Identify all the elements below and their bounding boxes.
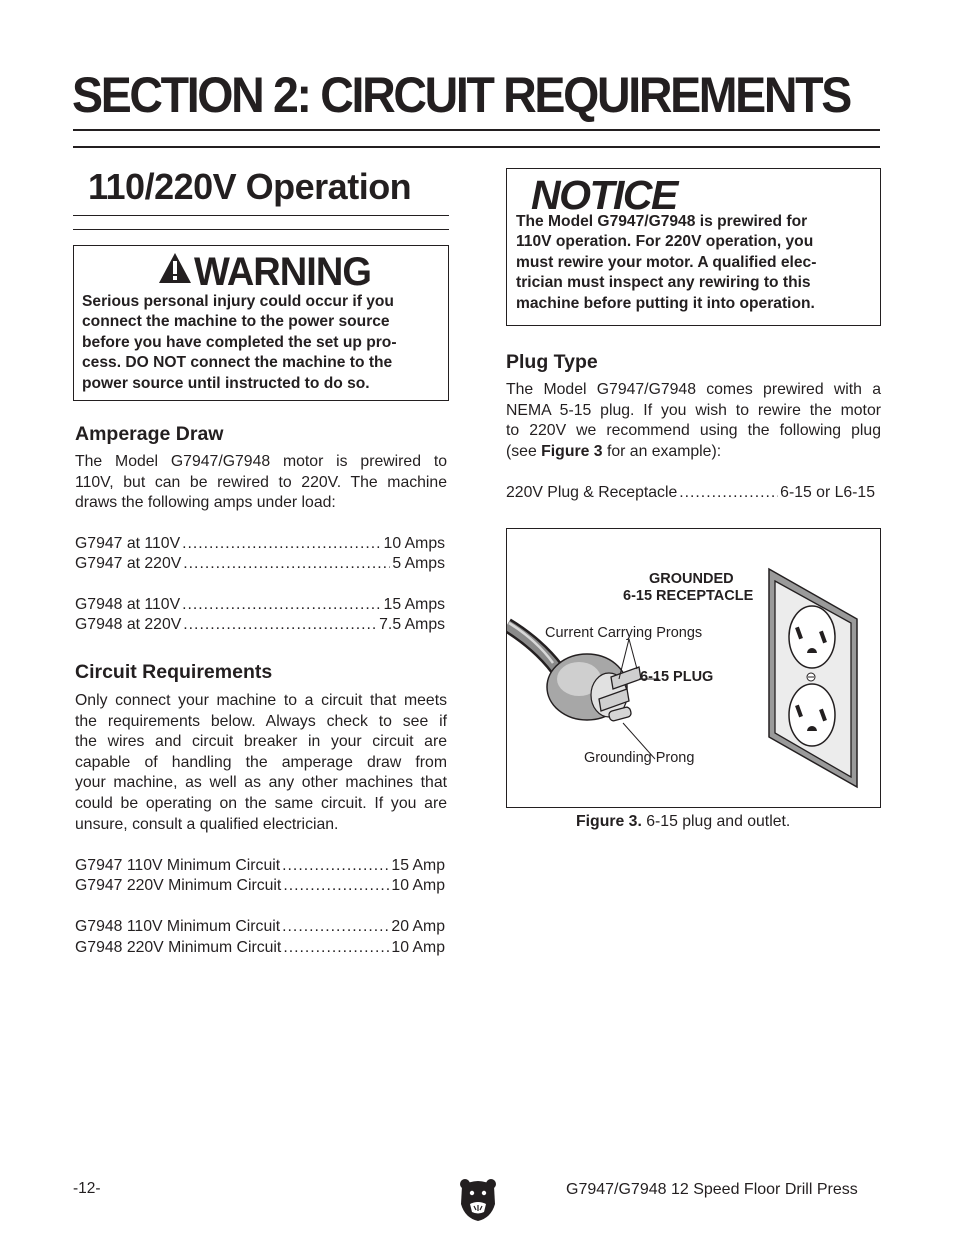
warning-line: before you have completed the set up pro-: [82, 333, 397, 351]
bear-logo-icon: [459, 1178, 497, 1222]
amp-row-value: 7.5 Amps: [379, 616, 445, 633]
circuit-row-label: G7947 220V Minimum Circuit: [75, 877, 282, 894]
amp-row: [75, 595, 445, 616]
amp-row: [75, 615, 445, 636]
amp-row-label: G7948 at 220V: [75, 616, 182, 633]
subsection-rule-2: [73, 229, 449, 230]
figure-caption-number: Figure 3.: [576, 813, 642, 830]
warning-line: connect the machine to the power source: [82, 313, 390, 331]
circuit-row: [75, 856, 445, 877]
paragraph-line: could be operating on the same circuit. If you are: [75, 794, 447, 812]
paragraph-line: 110V, but can be rewired to 220V. The machine: [75, 473, 447, 491]
plug-type-text: [506, 380, 881, 462]
circuit-row-value: 15 Amp: [391, 857, 445, 874]
amp-row-label: G7947 at 110V: [75, 535, 181, 552]
paragraph-line: the requirements below. Always check to see if: [75, 712, 447, 730]
amp-row: [75, 534, 445, 555]
plug-row-value: 6-15 or L6-15: [780, 484, 875, 501]
paragraph-line: The Model G7947/G7948 comes prewired with a: [506, 381, 881, 398]
figure-reference: Figure 3: [541, 442, 603, 460]
amp-row-value: 15 Amps: [383, 596, 445, 613]
paragraph-line: unsure, consult a qualified electrician.: [75, 815, 339, 833]
amp-row-label: G7948 at 110V: [75, 596, 181, 613]
figure-label-grounding-prong: Grounding Prong: [584, 750, 695, 766]
figure-caption-text: 6-15 plug and outlet.: [641, 813, 791, 830]
circuit-row: [75, 938, 445, 959]
amp-row: [75, 554, 445, 575]
paragraph-line: to 220V we recommend using the following plug: [506, 422, 881, 440]
subsection-rule-1: [73, 215, 449, 216]
notice-line: machine before putting it into operation.: [516, 294, 815, 312]
circuit-row-value: 10 Amp: [391, 939, 445, 956]
notice-line: must rewire your motor. A qualified elec-: [516, 253, 817, 271]
figure-caption: [576, 813, 790, 831]
circuit-requirements-heading: Circuit Requirements: [75, 661, 273, 683]
title-rule-top: [73, 129, 880, 131]
circuit-row-label: G7948 110V Minimum Circuit: [75, 918, 281, 935]
receptacle-lower-outlet: [789, 684, 835, 746]
notice-heading: NOTICE: [531, 172, 677, 218]
figure-label-current-prongs: Current Carrying Prongs: [545, 625, 703, 641]
warning-line: cess. DO NOT connect the machine to the: [82, 354, 393, 372]
text-span: for an example):: [602, 442, 722, 460]
subsection-title: 110/220V Operation: [88, 166, 412, 207]
paragraph-line: Only connect your machine to a circuit that meets: [75, 692, 447, 709]
amp-row-label: G7947 at 220V: [75, 555, 182, 572]
plug-type-heading: Plug Type: [506, 351, 598, 373]
circuit-row-label: G7948 220V Minimum Circuit: [75, 939, 282, 956]
notice-line: The Model G7947/G7948 is prewired for: [516, 213, 808, 230]
paragraph-line: The Model G7947/G7948 motor is prewired to: [75, 453, 447, 470]
circuit-row: [75, 876, 445, 897]
paragraph-line: [506, 442, 881, 463]
text-span: (see: [506, 442, 542, 460]
paragraph-line: capable of handling the amperage draw from: [75, 753, 447, 771]
paragraph-line: the wires and circuit breaker in your circuit are: [75, 733, 447, 751]
warning-line: power source until instructed to do so.: [82, 374, 370, 392]
notice-text: [516, 212, 870, 314]
paragraph-line: draws the following amps under load:: [75, 494, 336, 512]
circuit-requirements-text: [75, 691, 447, 835]
circuit-row: [75, 917, 445, 938]
plug-row: [506, 483, 875, 504]
amp-row-value: 10 Amps: [383, 535, 445, 552]
amp-row-value: 5 Amps: [392, 555, 445, 572]
figure-label-plug: 6-15 PLUG: [640, 669, 714, 685]
paragraph-line: your machine, as well as any other machines that: [75, 774, 447, 792]
amperage-draw-heading: Amperage Draw: [75, 423, 224, 445]
warning-line: Serious personal injury could occur if you: [82, 293, 394, 310]
circuit-row-value: 20 Amp: [391, 918, 445, 935]
warning-heading: WARNING: [194, 250, 372, 294]
figure-label-grounded: GROUNDED: [649, 571, 734, 587]
plug-row-label: 220V Plug & Receptacle: [506, 484, 678, 501]
product-name: G7947/G7948 12 Speed Floor Drill Press: [566, 1181, 858, 1198]
page-number: -12-: [73, 1180, 101, 1197]
warning-triangle-icon: [158, 252, 192, 284]
figure-plug-outlet: [506, 528, 881, 808]
title-rule-bottom: [73, 146, 880, 148]
figure-label-receptacle: 6-15 RECEPTACLE: [623, 588, 754, 604]
circuit-row-label: G7947 110V Minimum Circuit: [75, 857, 281, 874]
paragraph-line: NEMA 5-15 plug. If you wish to rewire the motor: [506, 401, 881, 419]
section-title: SECTION 2: CIRCUIT REQUIREMENTS: [72, 67, 850, 123]
circuit-row-value: 10 Amp: [391, 877, 445, 894]
receptacle-upper-outlet: [789, 606, 835, 668]
notice-line: trician must inspect any rewiring to this: [516, 274, 811, 292]
warning-text: [82, 292, 440, 394]
notice-line: 110V operation. For 220V operation, you: [516, 233, 814, 251]
amperage-draw-text: [75, 452, 447, 514]
